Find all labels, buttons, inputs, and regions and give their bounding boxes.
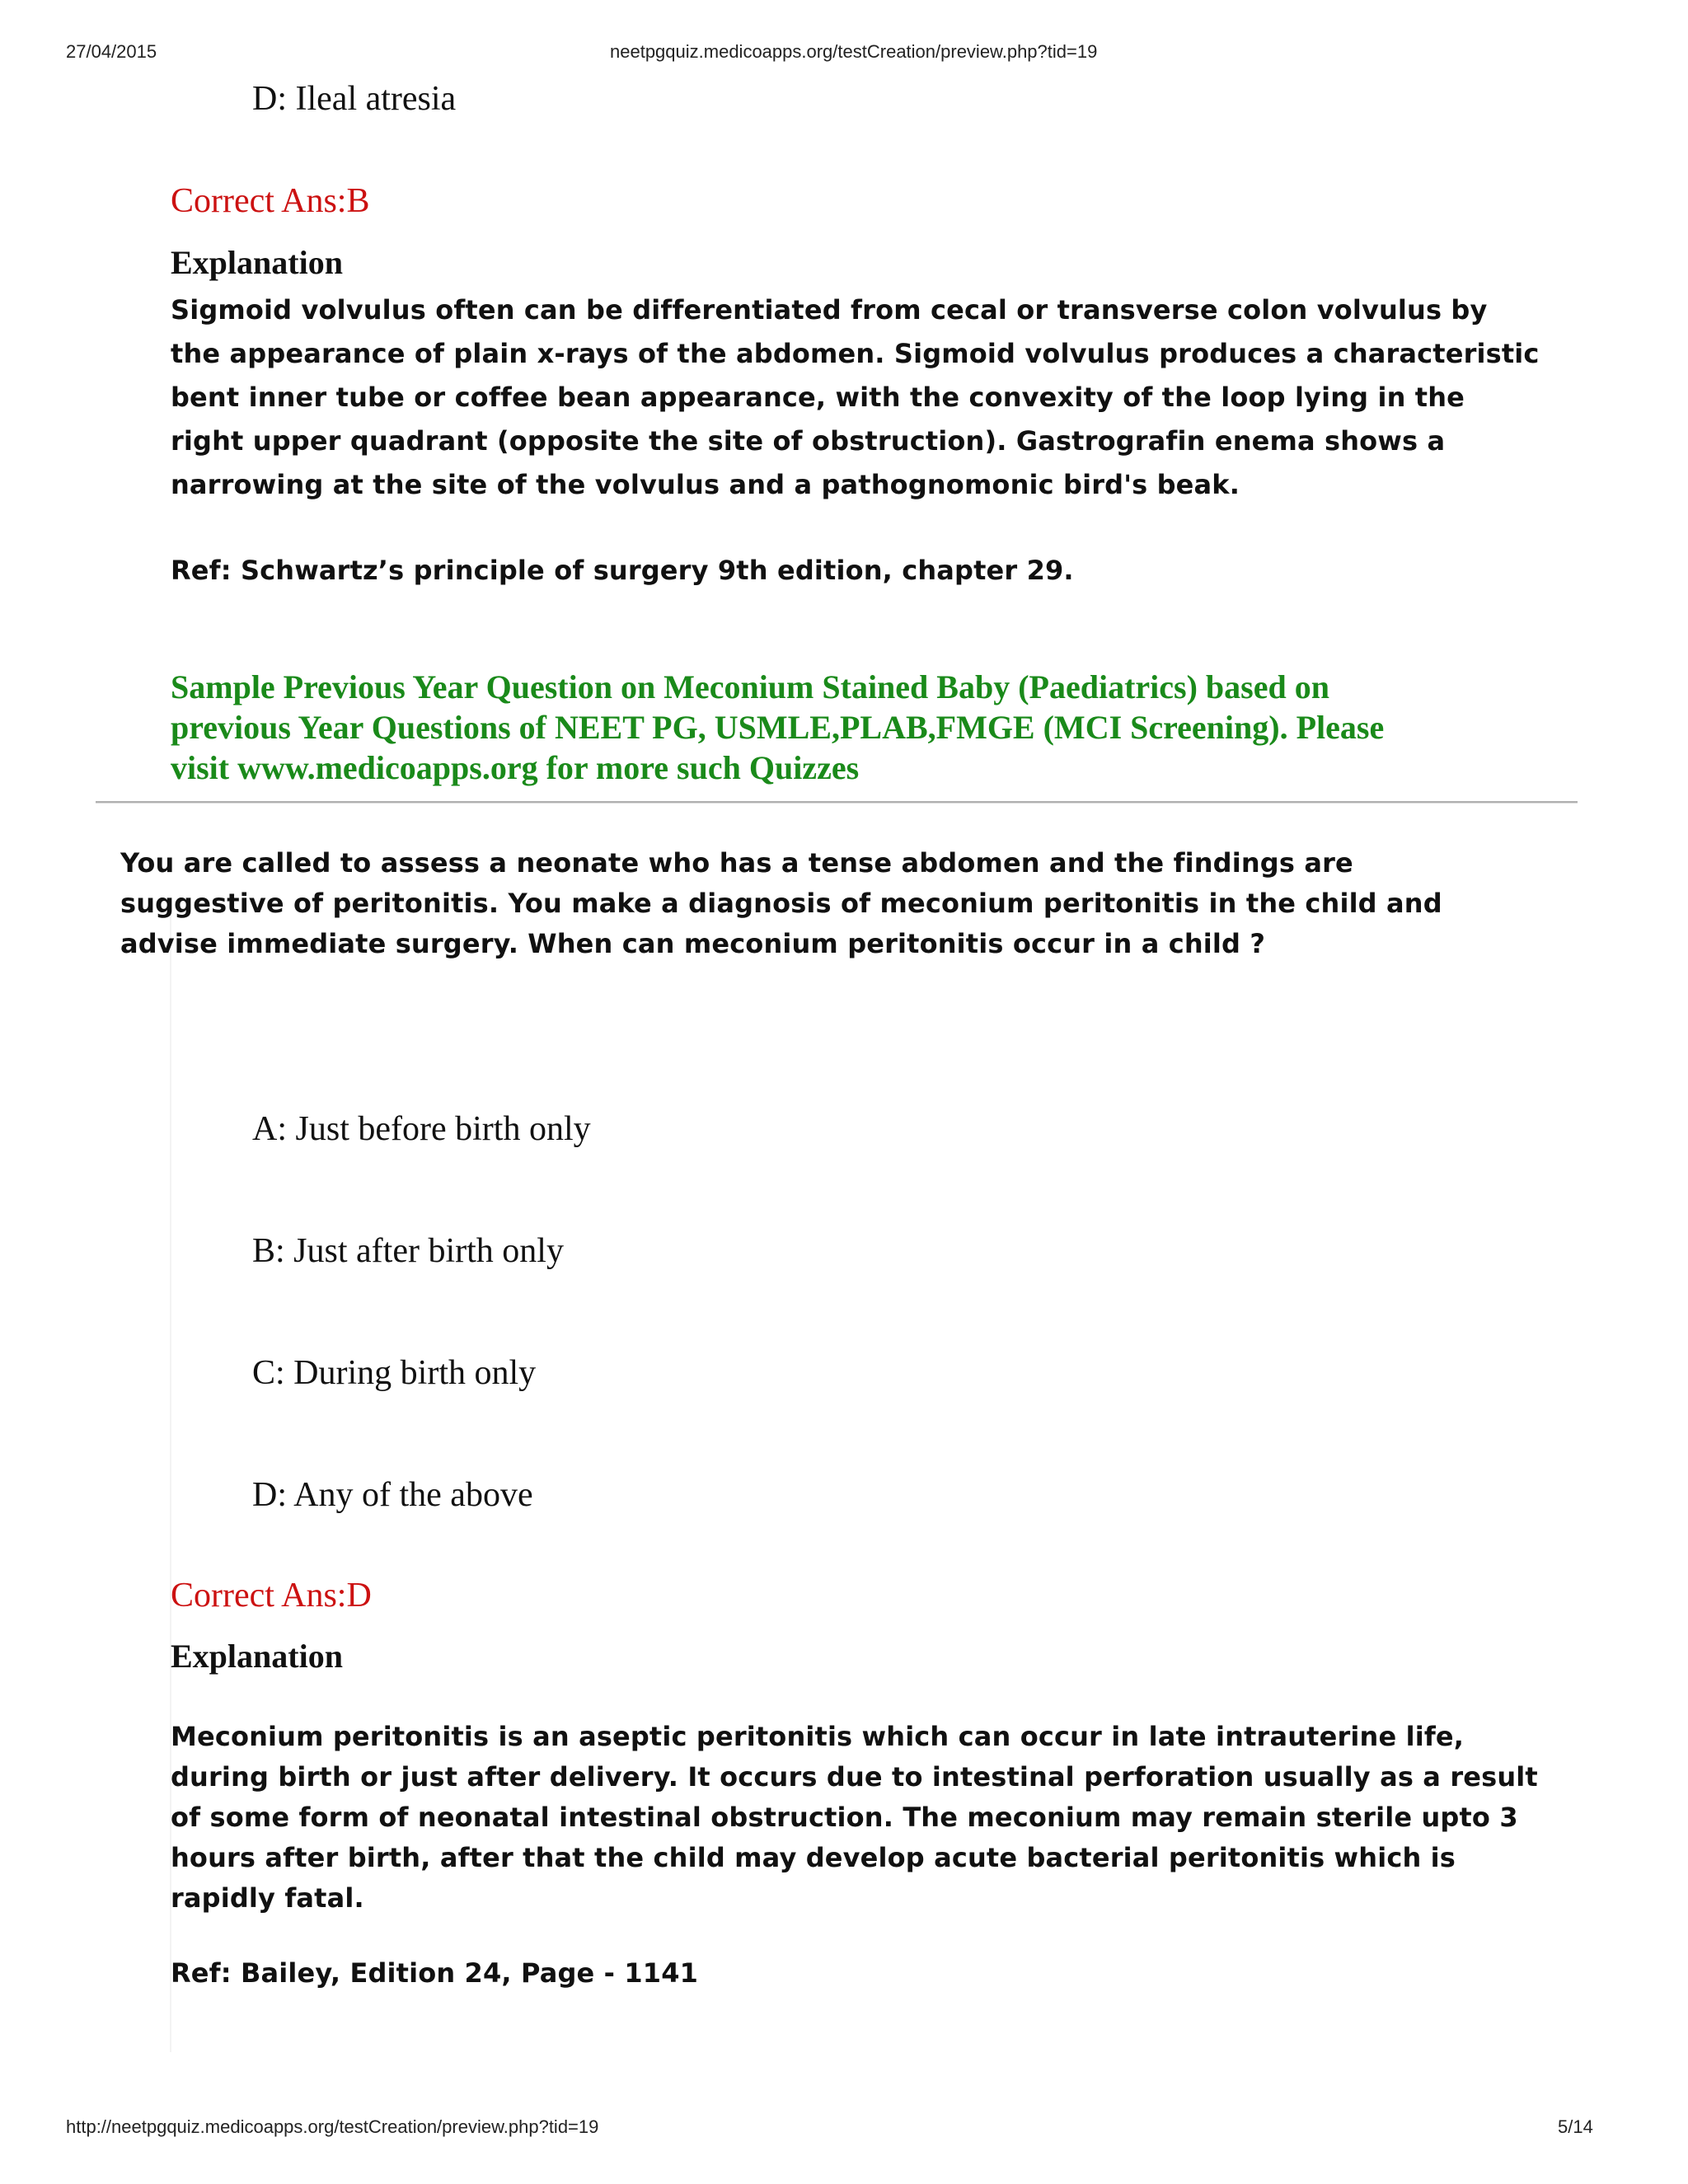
- promo-text: [171, 667, 1572, 788]
- correct-answer: Correct Ans:D: [171, 1577, 372, 1615]
- option-a: A: Just before birth only: [252, 1110, 591, 1148]
- page-number: 5/14: [1558, 2116, 1593, 2137]
- question-line: suggestive of peritonitis. You make a diagnosis of meconium peritonitis in the child and: [120, 888, 1442, 919]
- option-c: C: During birth only: [252, 1354, 537, 1392]
- prev-explanation-line: Sigmoid volvulus often can be differentiated from cecal or transverse colon volvulus by: [171, 294, 1488, 326]
- section-divider: [96, 801, 1578, 804]
- promo-line: previous Year Questions of NEET PG, USMLE,PLAB,FMGE (MCI Screening). Please: [171, 709, 1385, 746]
- reference: Ref: Bailey, Edition 24, Page - 1141: [171, 1957, 699, 1989]
- explanation-line: Meconium peritonitis is an aseptic peritonitis which can occur in late intrauterine life,: [171, 1721, 1465, 1752]
- explanation-line: of some form of neonatal intestinal obstruction. The meconium may remain sterile upto 3: [171, 1802, 1518, 1833]
- prev-explanation-line: narrowing at the site of the volvulus and a pathognomonic bird's beak.: [171, 469, 1240, 500]
- explanation-heading: Explanation: [171, 1638, 343, 1675]
- explanation-line: rapidly fatal.: [171, 1882, 364, 1914]
- footer-url: http://neetpgquiz.medicoapps.org/testCreation/preview.php?tid=19: [66, 2116, 599, 2137]
- prev-explanation-line: right upper quadrant (opposite the site of obstruction). Gastrografin enema shows a: [171, 425, 1446, 457]
- question-line: You are called to assess a neonate who has a tense abdomen and the findings are: [120, 847, 1353, 879]
- prev-reference: Ref: Schwartz’s principle of surgery 9th edition, chapter 29.: [171, 555, 1074, 586]
- question-text: [120, 843, 1571, 964]
- prev-explanation-line: bent inner tube or coffee bean appearance, with the convexity of the loop lying in the: [171, 382, 1465, 413]
- explanation-line: during birth or just after delivery. It occurs due to intestinal perforation usually as a result: [171, 1761, 1538, 1793]
- prev-explanation-line: the appearance of plain x-rays of the abdomen. Sigmoid volvulus produces a characteristic: [171, 338, 1540, 369]
- print-url: neetpgquiz.medicoapps.org/testCreation/preview.php?tid=19: [610, 41, 1098, 62]
- explanation: [171, 1717, 1572, 1919]
- question-line: advise immediate surgery. When can meconium peritonitis occur in a child ?: [120, 928, 1266, 959]
- prev-option-d: D: Ileal atresia: [252, 80, 457, 118]
- promo-line: visit www.medicoapps.org for more such Quizzes: [171, 749, 860, 786]
- promo-line: Sample Previous Year Question on Meconium Stained Baby (Paediatrics) based on: [171, 668, 1329, 705]
- prev-correct-answer: Correct Ans:B: [171, 182, 370, 220]
- option-b: B: Just after birth only: [252, 1232, 564, 1270]
- print-date: 27/04/2015: [66, 41, 157, 62]
- prev-explanation: [171, 288, 1572, 507]
- explanation-line: hours after birth, after that the child may develop acute bacterial peritonitis which is: [171, 1842, 1456, 1873]
- prev-explanation-heading: Explanation: [171, 244, 343, 281]
- option-d: D: Any of the above: [252, 1476, 533, 1514]
